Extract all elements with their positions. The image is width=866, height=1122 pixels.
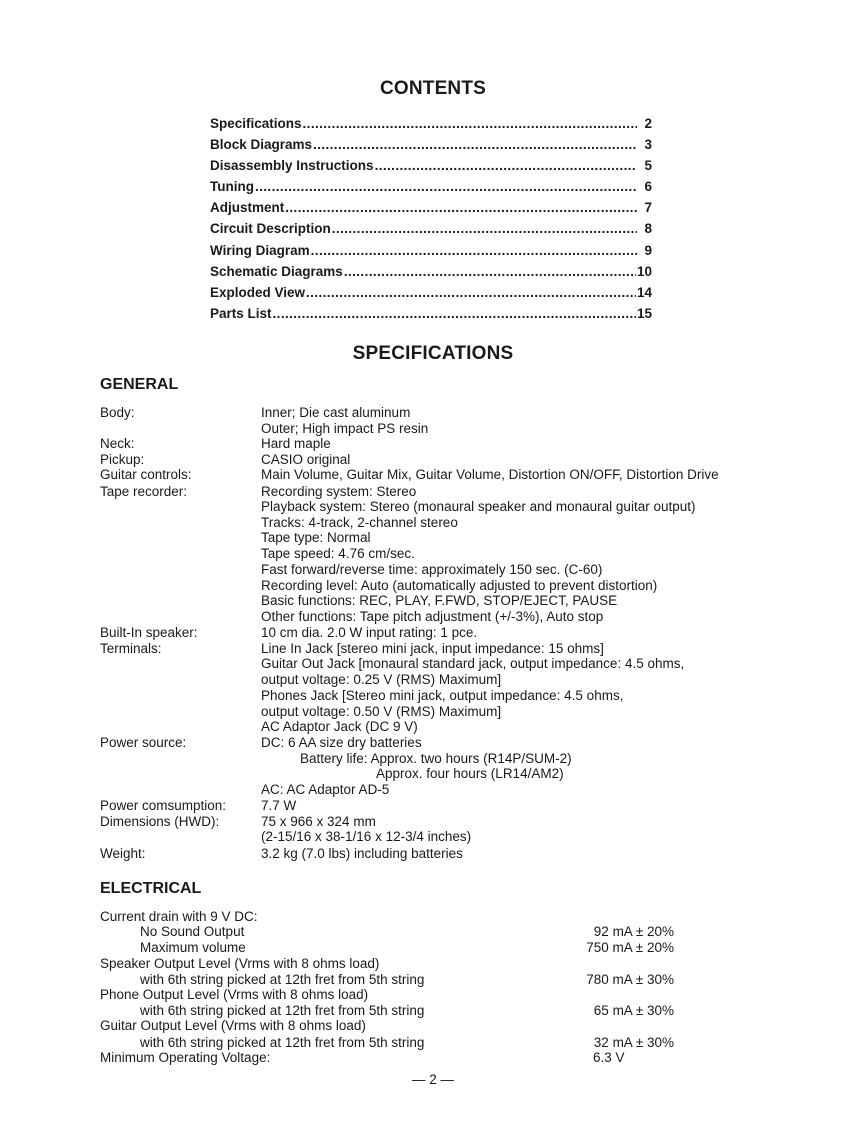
label-terminals: Terminals: — [100, 641, 162, 656]
toc-entry-page: 8 — [644, 221, 652, 237]
toc-entry-page: 10 — [636, 263, 652, 279]
toc-entry-label: Specifications — [210, 116, 302, 131]
value-power-1: DC: 6 AA size dry batteries — [261, 735, 422, 750]
specifications-title: SPECIFICATIONS — [352, 343, 514, 364]
value-power-3: Approx. four hours (LR14/AM2) — [376, 766, 564, 781]
toc-entry-label: Disassembly Instructions — [210, 158, 374, 174]
toc-leader-dots — [311, 243, 637, 258]
toc-entry — [210, 116, 652, 137]
value-tape-8: Basic functions: REC, PLAY, F.FWD, STOP/EJECT, PAUSE — [261, 593, 618, 608]
toc-leader-dots — [332, 221, 637, 236]
toc-entry-page: 9 — [644, 242, 652, 258]
label-dimensions: Dimensions (HWD): — [100, 814, 220, 829]
value-speaker: 10 cm dia. 2.0 W input rating: 1 pce. — [261, 625, 478, 640]
value-term-6: AC Adaptor Jack (DC 9 V) — [261, 719, 418, 734]
toc-entry-page: 6 — [644, 179, 652, 195]
label-power-source: Power source: — [100, 735, 187, 750]
toc-leader-dots — [375, 158, 637, 173]
general-heading: GENERAL — [100, 376, 179, 393]
value-body-inner: Inner; Die cast aluminum — [261, 405, 411, 420]
value-term-1: Line In Jack [stereo mini jack, input impedance: 15 ohms] — [261, 641, 604, 656]
toc-entry-page: 15 — [636, 305, 652, 321]
value-tape-3: Tracks: 4-track, 2-channel stereo — [261, 515, 458, 530]
toc-entry-label: Exploded View — [210, 284, 306, 300]
value-term-4: Phones Jack [Stereo mini jack, output impedance: 4.5 ohms, — [261, 688, 624, 703]
value-weight: 3.2 kg (7.0 lbs) including batteries — [261, 846, 463, 861]
toc-entry — [210, 306, 652, 327]
guitar-condition: with 6th string picked at 12th fret from 5th string — [140, 1035, 425, 1050]
contents-title: CONTENTS — [379, 78, 487, 99]
toc-entry-label: Block Diagrams — [210, 137, 313, 153]
toc-leader-dots — [285, 200, 637, 215]
phone-condition: with 6th string picked at 12th fret from 5th string — [140, 1003, 425, 1018]
value-dim-1: 75 x 966 x 324 mm — [261, 814, 376, 829]
toc-entry-page: 7 — [644, 200, 652, 216]
toc-leader-dots — [344, 264, 636, 279]
value-dim-2: (2-15/16 x 38-1/16 x 12-3/4 inches) — [261, 829, 472, 844]
toc-leader-dots — [303, 116, 637, 131]
value-term-3: output voltage: 0.25 V (RMS) Maximum] — [261, 672, 502, 687]
toc-entry — [210, 137, 652, 158]
toc-entry-label: Parts List — [210, 305, 272, 321]
value-tape-1: Recording system: Stereo — [261, 484, 417, 499]
value-power-2: Battery life: Approx. two hours (R14P/SUM-2) — [300, 751, 572, 766]
guitar-level-label: Guitar Output Level (Vrms with 8 ohms load) — [100, 1018, 366, 1033]
label-tape-recorder: Tape recorder: — [100, 484, 188, 499]
table-of-contents — [210, 116, 652, 327]
value-tape-4: Tape type: Normal — [261, 530, 371, 545]
electrical-heading: ELECTRICAL — [100, 880, 202, 897]
no-sound-label: No Sound Output — [140, 924, 245, 939]
phone-level-label: Phone Output Level (Vrms with 8 ohms load) — [100, 987, 369, 1002]
toc-entry-page: 2 — [644, 116, 652, 131]
label-speaker: Built-In speaker: — [100, 625, 198, 640]
value-term-5: output voltage: 0.50 V (RMS) Maximum] — [261, 704, 502, 719]
toc-entry-label: Tuning — [210, 179, 254, 195]
value-neck: Hard maple — [261, 436, 331, 451]
label-guitar-controls: Guitar controls: — [100, 467, 192, 482]
min-voltage-label: Minimum Operating Voltage: — [100, 1050, 271, 1065]
toc-entry-page: 5 — [644, 158, 652, 174]
no-sound-value: 92 mA ± 20% — [593, 924, 674, 939]
toc-entry — [210, 179, 652, 200]
toc-entry-label: Wiring Diagram — [210, 242, 310, 258]
value-pickup: CASIO original — [261, 452, 351, 467]
value-guitar-controls: Main Volume, Guitar Mix, Guitar Volume, Distortion ON/OFF, Distortion Drive — [261, 467, 719, 482]
toc-entry — [210, 285, 652, 306]
phone-level-value: 65 mA ± 30% — [593, 1003, 674, 1018]
value-tape-5: Tape speed: 4.76 cm/sec. — [261, 546, 415, 561]
min-voltage-value: 6.3 V — [593, 1050, 625, 1065]
max-volume-label: Maximum volume — [140, 940, 246, 955]
value-body-outer: Outer; High impact PS resin — [261, 421, 429, 436]
guitar-level-value: 32 mA ± 30% — [593, 1035, 674, 1050]
value-tape-9: Other functions: Tape pitch adjustment (+/-3%), Auto stop — [261, 609, 604, 624]
toc-entry — [210, 200, 652, 221]
toc-entry-label: Adjustment — [210, 200, 285, 216]
toc-leader-dots — [313, 137, 637, 152]
label-neck: Neck: — [100, 436, 135, 451]
label-power-consumption: Power comsumption: — [100, 798, 227, 813]
value-power-consumption: 7.7 W — [261, 798, 297, 813]
toc-entry-label: Circuit Description — [210, 221, 331, 237]
value-tape-6: Fast forward/reverse time: approximately 150 sec. (C-60) — [261, 562, 603, 577]
label-pickup: Pickup: — [100, 452, 145, 467]
page-number: — 2 — — [411, 1072, 454, 1087]
speaker-condition: with 6th string picked at 12th fret from 5th string — [140, 972, 425, 987]
toc-leader-dots — [306, 285, 636, 300]
value-term-2: Guitar Out Jack [monaural standard jack, output impedance: 4.5 ohms, — [261, 656, 685, 671]
speaker-level-value: 780 mA ± 30% — [586, 972, 674, 987]
max-volume-value: 750 mA ± 20% — [586, 940, 674, 955]
current-drain-label: Current drain with 9 V DC: — [100, 909, 258, 924]
toc-entry-label: Schematic Diagrams — [210, 263, 343, 279]
toc-leader-dots — [273, 306, 636, 321]
label-body: Body: — [100, 405, 135, 420]
toc-entry-page: 3 — [644, 137, 652, 153]
speaker-level-label: Speaker Output Level (Vrms with 8 ohms load) — [100, 956, 380, 971]
value-power-4: AC: AC Adaptor AD-5 — [261, 782, 390, 797]
value-tape-2: Playback system: Stereo (monaural speaker and monaural guitar output) — [261, 499, 696, 514]
toc-entry — [210, 221, 652, 242]
label-weight: Weight: — [100, 846, 146, 861]
toc-entry — [210, 243, 652, 264]
toc-leader-dots — [255, 179, 637, 194]
toc-entry-page: 14 — [636, 284, 652, 300]
toc-entry — [210, 158, 652, 179]
value-tape-7: Recording level: Auto (automatically adjusted to prevent distortion) — [261, 578, 658, 593]
toc-entry — [210, 264, 652, 285]
